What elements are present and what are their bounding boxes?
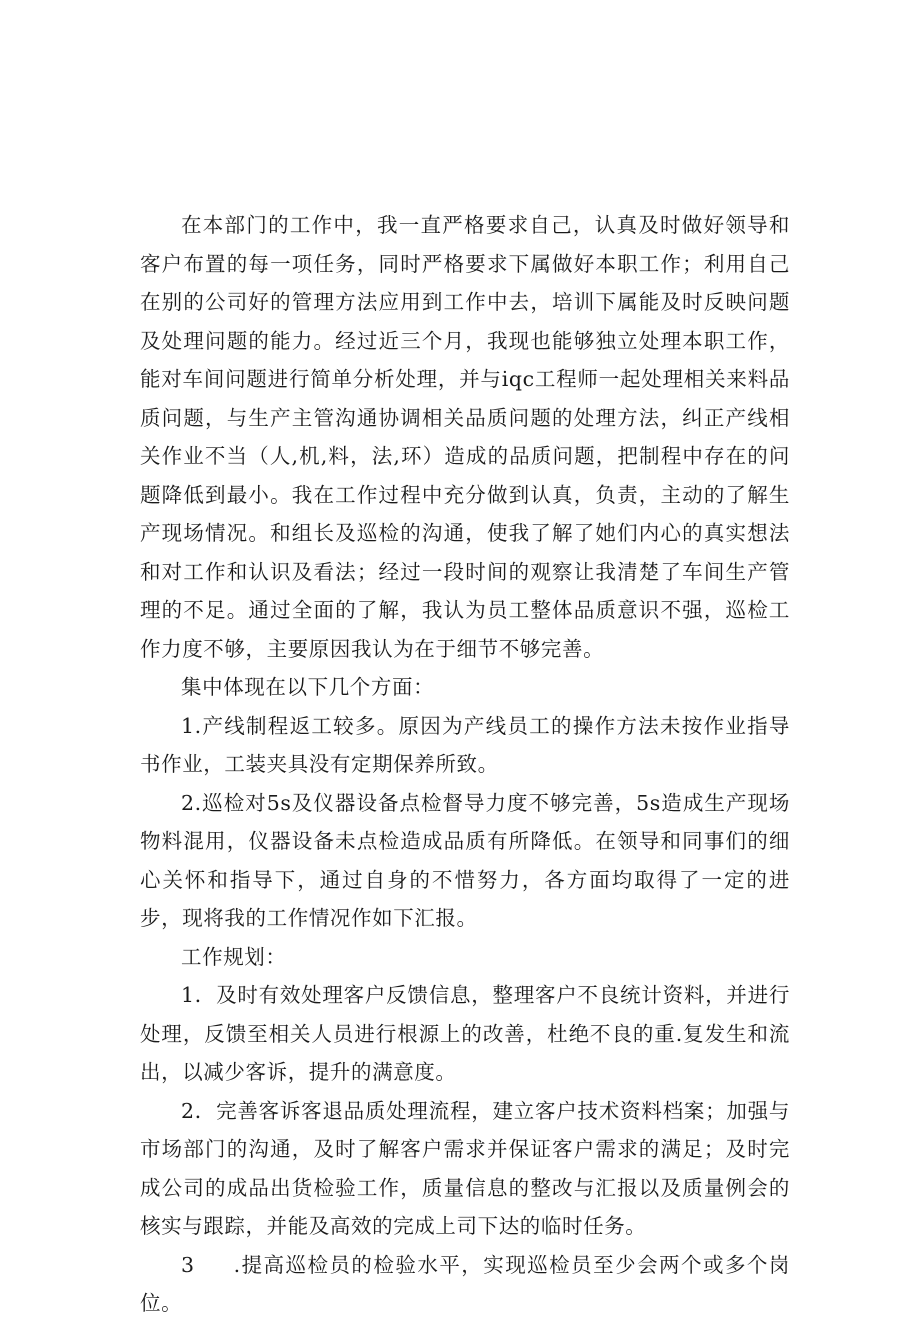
body-paragraph-summary: 在本部门的工作中，我一直严格要求自己，认真及时做好领导和客户布置的每一项任务，同时严格要求下属做好本职工作；利用自己在别的公司好的管理方法应用到工作中去，培训下属能及时反映问题及处理问题的能力。经过近三个月，我现也能够独立处理本职工作，能对车间问题进行简单分析处理，并与iqc工程师一起处理相关来料品质问题，与生产主管沟通协调相关品质问题的处理方法，纠正产线相关作业不当（人,机,料，法,环）造成的品质问题，把制程中存在的问题降低到最小。我在工作过程中充分做到认真，负责，主动的了解生产现场情况。和组长及巡检的沟通，使我了解了她们内心的真实想法和对工作和认识及看法；经过一段时间的观察让我清楚了车间生产管理的不足。通过全面的了解，我认为员工整体品质意识不强，巡检工作力度不够，主要原因我认为在于细节不够完善。: [140, 213, 790, 661]
plan-item-1: 1．及时有效处理客户反馈信息，整理客户不良统计资料，并进行处理，反馈至相关人员进行根源上的改善，杜绝不良的重.复发生和流出，以减少客诉，提升的满意度。: [140, 983, 790, 1084]
work-plan-heading: 工作规划：: [181, 944, 287, 969]
issue-item-1: 1.产线制程返工较多。原因为产线员工的操作方法未按作业指导书作业，工装夹具没有定期保养所致。: [140, 713, 790, 776]
document-body: [140, 206, 790, 1323]
plan-item-3: [140, 1246, 790, 1323]
plan-item-3-text: .提高巡检员的检验水平，实现巡检员至少会两个或多个岗位。: [140, 1252, 790, 1315]
plan-item-3-number: 3: [181, 1252, 195, 1277]
plan-item-2: 2．完善客诉客退品质处理流程，建立客户技术资料档案；加强与市场部门的沟通，及时了解客户需求并保证客户需求的满足；及时完成公司的成品出货检验工作，质量信息的整改与汇报以及质量例会的核实与跟踪，并能及高效的完成上司下达的临时任务。: [140, 1098, 790, 1238]
issue-item-2: 2.巡检对5s及仪器设备点检督导力度不够完善，5s造成生产现场物料混用，仪器设备未点检造成品质有所降低。在领导和同事们的细心关怀和指导下，通过自身的不惜努力，各方面均取得了一定的进步，现将我的工作情况作如下汇报。: [140, 790, 790, 930]
body-paragraph-intro: 集中体现在以下几个方面：: [181, 675, 435, 699]
